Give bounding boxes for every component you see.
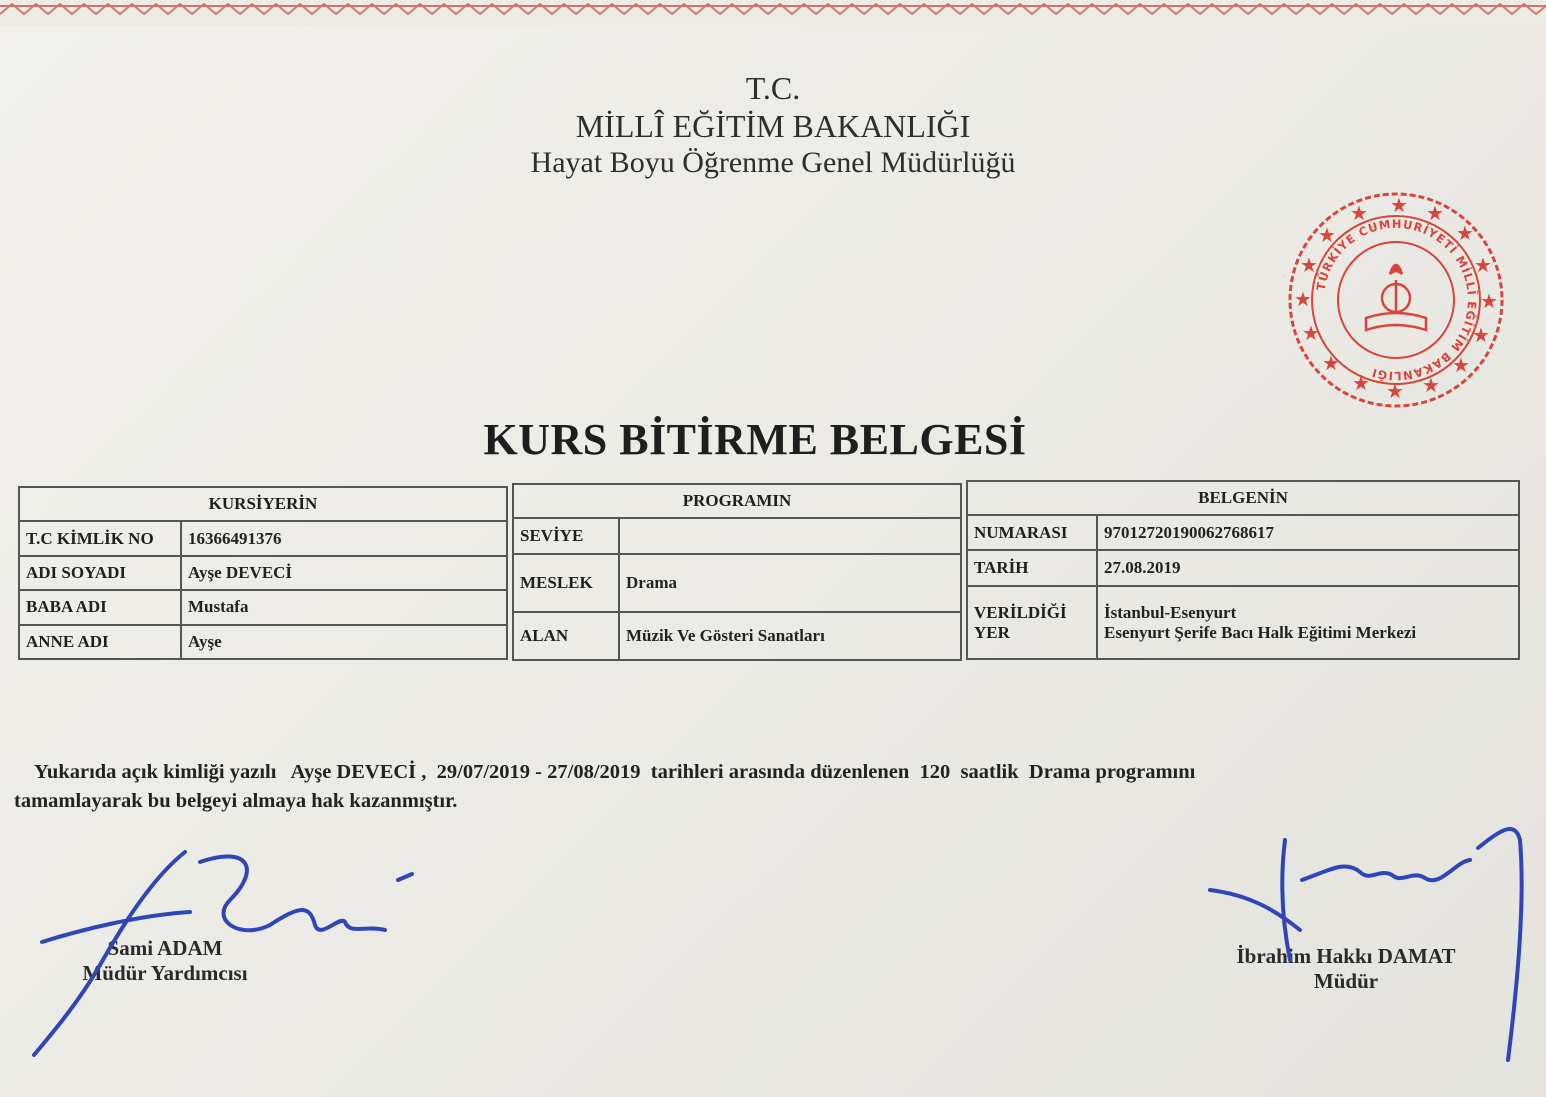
issue-place-value	[1097, 586, 1519, 659]
table-row	[513, 518, 961, 554]
issue-place-label-line2: YER	[974, 622, 1010, 642]
svg-text:★: ★	[1302, 323, 1320, 345]
svg-text:★: ★	[1386, 381, 1404, 403]
date-label: TARİH	[967, 550, 1097, 586]
issue-place-label-line1: VERİLDİĞİ	[974, 602, 1067, 622]
table-row	[19, 625, 507, 659]
level-value	[619, 518, 961, 554]
table-row	[19, 521, 507, 555]
svg-text:★: ★	[1472, 325, 1490, 347]
svg-text:★: ★	[1318, 225, 1336, 247]
table-row	[19, 590, 507, 624]
field-label: ALAN	[513, 612, 619, 660]
tc-id-label: T.C KİMLİK NO	[19, 521, 181, 555]
ministry-seal-icon	[1286, 190, 1506, 410]
svg-text:★: ★	[1452, 355, 1470, 377]
date-value: 27.08.2019	[1097, 550, 1519, 586]
deputy-title: Müdür Yardımcısı	[82, 961, 248, 985]
mother-name-label: ANNE ADI	[19, 625, 181, 659]
profession-value: Drama	[619, 554, 961, 612]
svg-text:★: ★	[1426, 203, 1444, 225]
issue-place-label	[967, 586, 1097, 659]
svg-text:★: ★	[1474, 255, 1492, 277]
svg-text:TÜRKİYE CUMHURİYETİ MİLLÎ EĞİT: TÜRKİYE CUMHURİYETİ MİLLÎ EĞİTİM BAKANLIĞI	[1313, 216, 1480, 384]
certificate-table	[966, 480, 1520, 660]
header-tc: T.C.	[745, 70, 801, 106]
svg-text:★: ★	[1294, 289, 1312, 311]
statement-text	[14, 758, 1514, 816]
table-row	[967, 515, 1519, 549]
father-name-value: Mustafa	[181, 590, 507, 624]
signatory-director	[1196, 944, 1496, 994]
issue-place-city: İstanbul-Esenyurt	[1104, 602, 1237, 622]
level-label: SEVİYE	[513, 518, 619, 554]
director-name: İbrahim Hakkı DAMAT	[1236, 944, 1456, 968]
table-row	[19, 556, 507, 590]
program-table	[512, 483, 962, 661]
name-value: Ayşe DEVECİ	[181, 556, 507, 590]
svg-text:★: ★	[1456, 223, 1474, 245]
svg-text:★: ★	[1322, 353, 1340, 375]
director-title: Müdür	[1313, 969, 1379, 993]
svg-text:★: ★	[1422, 375, 1440, 397]
svg-text:★: ★	[1480, 291, 1498, 313]
father-name-label: BABA ADI	[19, 590, 181, 624]
header-ministry: MİLLÎ EĞİTİM BAKANLIĞI	[575, 108, 971, 144]
deputy-name: Sami ADAM	[107, 936, 223, 960]
decorative-border	[0, 0, 1546, 26]
trainee-table	[18, 486, 508, 660]
signatory-deputy	[60, 936, 270, 986]
svg-text:★: ★	[1352, 373, 1370, 395]
svg-text:★: ★	[1390, 195, 1408, 217]
number-value: 97012720190062768617	[1097, 515, 1519, 549]
table-row	[967, 550, 1519, 586]
svg-text:★: ★	[1350, 203, 1368, 225]
table-row	[967, 586, 1519, 659]
program-heading: PROGRAMIN	[513, 484, 961, 518]
number-label: NUMARASI	[967, 515, 1097, 549]
profession-label: MESLEK	[513, 554, 619, 612]
tc-id-value: 16366491376	[181, 521, 507, 555]
certificate-heading: BELGENİN	[967, 481, 1519, 515]
header-directorate: Hayat Boyu Öğrenme Genel Müdürlüğü	[530, 146, 1016, 179]
table-row	[513, 554, 961, 612]
field-value: Müzik Ve Gösteri Sanatları	[619, 612, 961, 660]
issue-place-center: Esenyurt Şerife Bacı Halk Eğitimi Merkezi	[1104, 622, 1417, 642]
svg-text:★: ★	[1300, 255, 1318, 277]
statement-line1: Yukarıda açık kimliği yazılı Ayşe DEVECİ , 29/07/2019 - 27/08/2019 tarihleri arasında düzenlenen 120 saatlik Drama programını	[34, 761, 1196, 783]
name-label: ADI SOYADI	[19, 556, 181, 590]
mother-name-value: Ayşe	[181, 625, 507, 659]
table-row	[513, 612, 961, 660]
certificate-title: KURS BİTİRME BELGESİ	[483, 415, 1027, 464]
trainee-heading: KURSİYERİN	[19, 487, 507, 521]
statement-line2: tamamlayarak bu belgeyi almaya hak kazanmıştır.	[14, 790, 458, 812]
